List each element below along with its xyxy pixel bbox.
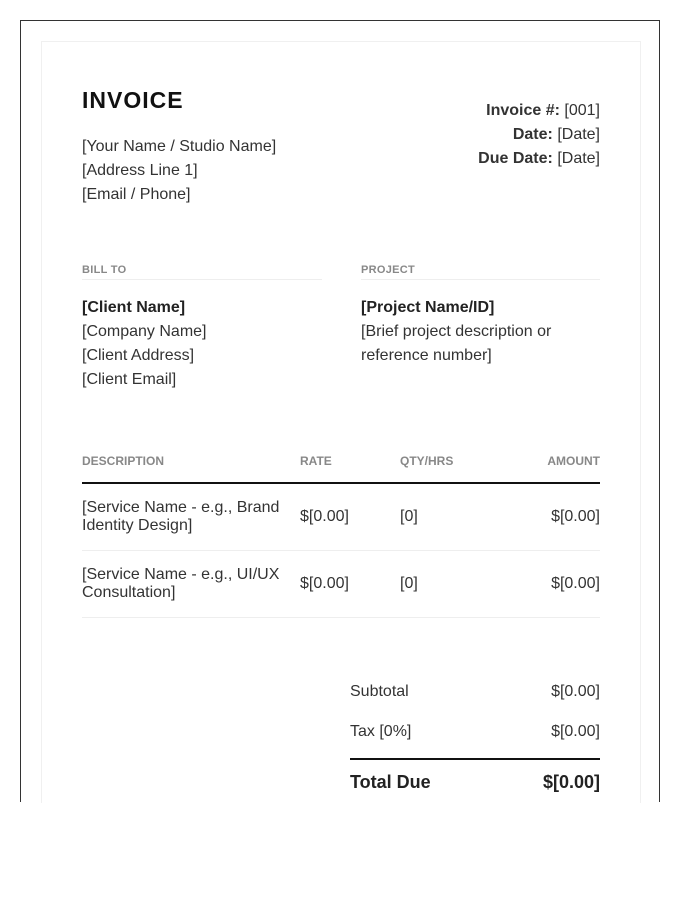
project-label: PROJECT [361, 264, 600, 280]
invoice-date-value: [Date] [557, 126, 600, 143]
totals-block [350, 674, 600, 802]
table-row [82, 483, 600, 551]
total-due-label: Total Due [350, 772, 431, 792]
subtotal-value: $[0.00] [551, 683, 600, 700]
project-description: [Brief project description or reference number] [361, 323, 552, 364]
line-items-table [82, 454, 600, 618]
invoice-date-line [478, 123, 600, 147]
tax-value: $[0.00] [551, 723, 600, 740]
invoice-due-label: Due Date: [478, 150, 553, 167]
header-rate: RATE [300, 454, 400, 483]
row-description: [Service Name - e.g., UI/UX Consultation] [82, 551, 300, 618]
sender-contact: [Email / Phone] [82, 186, 191, 203]
invoice-date-label: Date: [512, 126, 553, 143]
sender-address: [Address Line 1] [82, 162, 198, 179]
bill-to-section [82, 264, 322, 392]
row-qty: [0] [400, 551, 500, 618]
row-rate: $[0.00] [300, 483, 400, 551]
invoice-number-label: Invoice #: [486, 102, 560, 119]
tax-label: Tax [0%] [350, 723, 412, 740]
tax-row [350, 714, 600, 754]
row-amount: $[0.00] [500, 551, 600, 618]
subtotal-row [350, 674, 600, 714]
sender-block [82, 135, 276, 207]
invoice-number-line [478, 99, 600, 123]
invoice-sheet [41, 41, 641, 803]
row-description: [Service Name - e.g., Brand Identity Design] [82, 483, 300, 551]
project-name: [Project Name/ID] [361, 299, 495, 316]
document-frame [20, 20, 660, 802]
total-due-value: $[0.00] [542, 772, 600, 792]
invoice-title: INVOICE [82, 87, 184, 113]
project-details [361, 296, 600, 368]
subtotal-label: Subtotal [350, 683, 409, 700]
invoice-number-value: [001] [564, 102, 600, 119]
invoice-due-value: [Date] [557, 150, 600, 167]
client-name: [Client Name] [82, 299, 186, 316]
row-rate: $[0.00] [300, 551, 400, 618]
bill-to-details [82, 296, 322, 392]
row-qty: [0] [400, 483, 500, 551]
header-description: DESCRIPTION [82, 454, 300, 483]
table-row [82, 551, 600, 618]
row-amount: $[0.00] [500, 483, 600, 551]
project-section [361, 264, 600, 368]
client-company: [Company Name] [82, 323, 207, 340]
invoice-meta [478, 99, 600, 171]
client-email: [Client Email] [82, 371, 177, 388]
header-qty: QTY/HRS [400, 454, 500, 483]
client-address: [Client Address] [82, 347, 195, 364]
invoice-due-line [478, 147, 600, 171]
sender-name: [Your Name / Studio Name] [82, 138, 277, 155]
header-amount: AMOUNT [500, 454, 600, 483]
table-header-row [82, 454, 600, 483]
total-due-row [350, 758, 600, 802]
bill-to-label: BILL TO [82, 264, 322, 280]
